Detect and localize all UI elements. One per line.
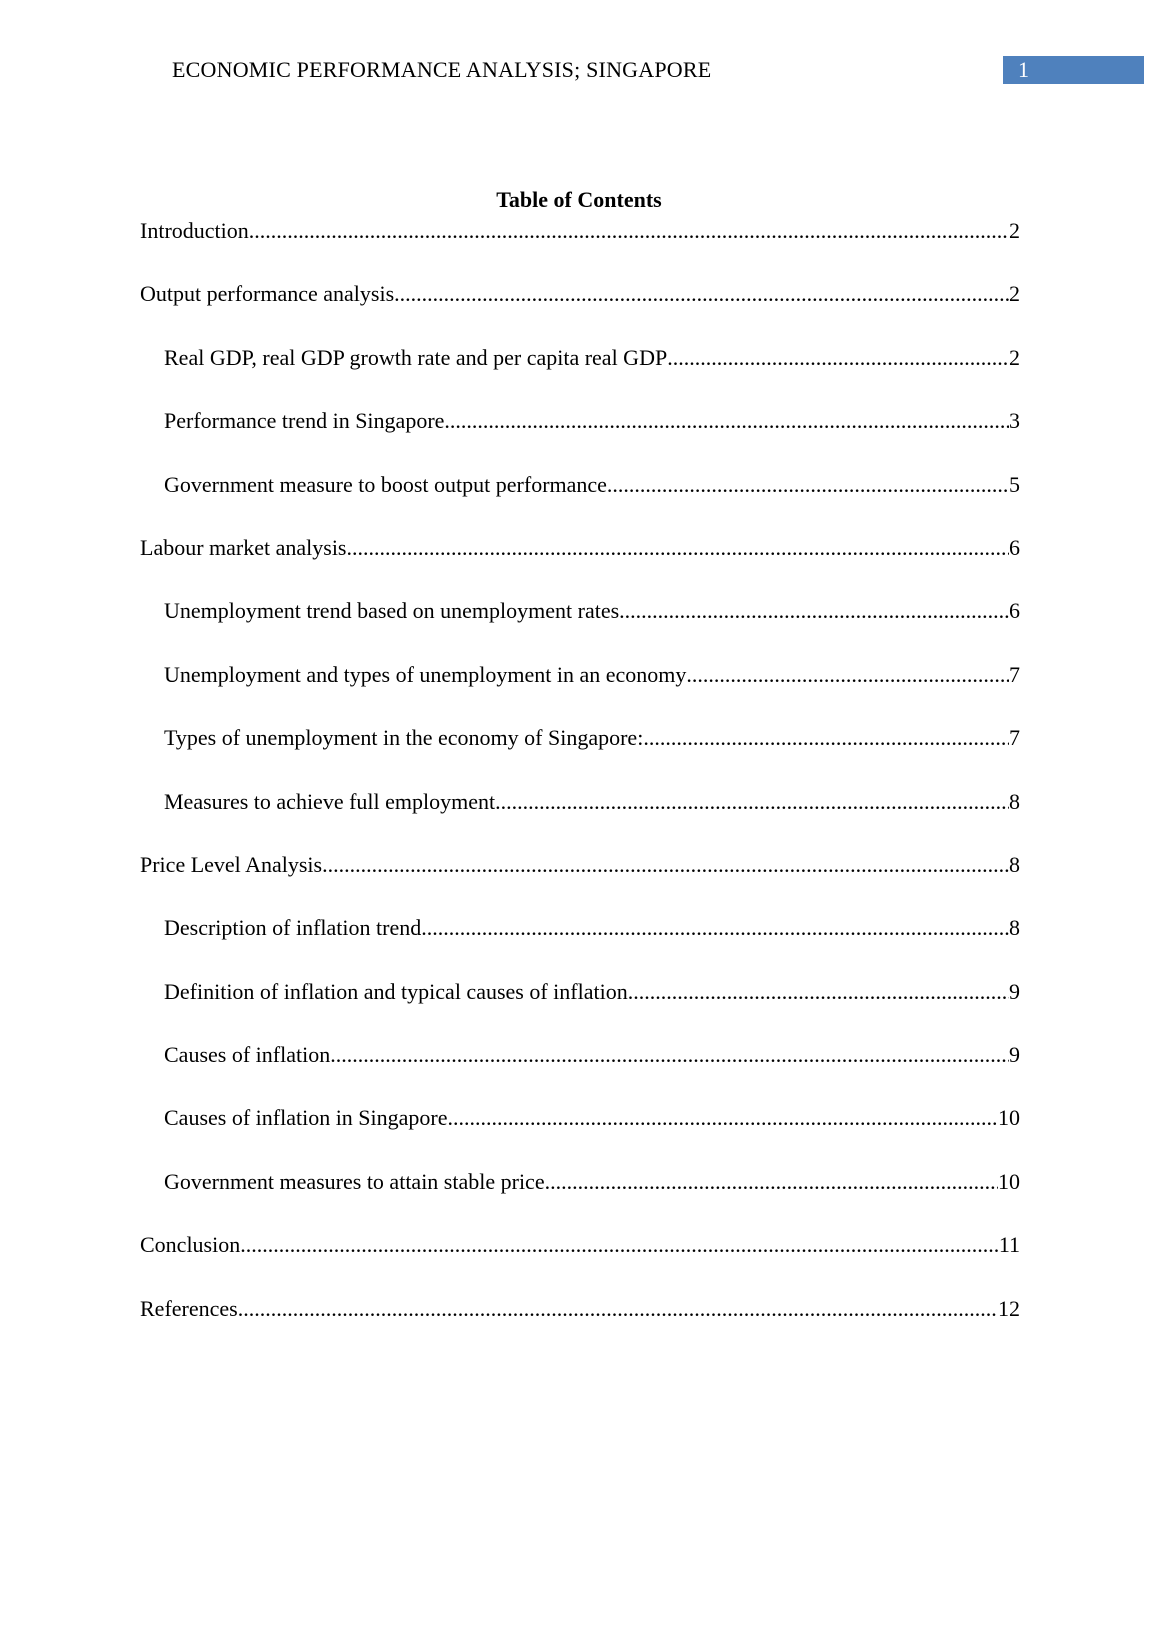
toc-entry-page: 9 <box>1009 1042 1020 1068</box>
toc-entry-causes-of-inflation-singapore[interactable] <box>140 1105 1020 1168</box>
toc-dot-leader <box>238 1296 998 1322</box>
toc-entry-page: 10 <box>998 1168 1020 1194</box>
toc-entry-stable-price-measures[interactable] <box>140 1169 1020 1232</box>
toc-dot-leader <box>495 789 1009 815</box>
toc-dot-leader <box>628 979 1009 1005</box>
toc-entry-text: Price Level Analysis <box>140 851 323 877</box>
toc-entry-page: 3 <box>1009 408 1020 434</box>
toc-entry-text: Government measure to boost output performance <box>164 471 607 497</box>
toc-entry-page: 12 <box>998 1295 1020 1321</box>
toc-entry-text: Types of unemployment in the economy of Singapore: <box>164 725 644 751</box>
toc-entry-page: 11 <box>998 1232 1020 1258</box>
toc-entry-introduction[interactable] <box>140 218 1020 281</box>
toc-entry-text: Real GDP, real GDP growth rate and per capita real GDP <box>164 344 668 370</box>
toc-dot-leader <box>322 852 1009 878</box>
toc-entry-text: Performance trend in Singapore <box>164 408 445 434</box>
toc-dot-leader <box>619 598 1009 624</box>
toc-dot-leader <box>394 281 1009 307</box>
toc-entry-unemployment-types[interactable] <box>140 662 1020 725</box>
toc-entry-references[interactable] <box>140 1296 1020 1359</box>
toc-entry-text: Unemployment trend based on unemployment rates <box>164 598 620 624</box>
toc-entry-output-performance-analysis[interactable] <box>140 281 1020 344</box>
toc-entry-causes-of-inflation[interactable] <box>140 1042 1020 1105</box>
toc-dot-leader <box>607 472 1009 498</box>
toc-entry-text: Causes of inflation <box>164 1042 331 1068</box>
toc-entry-page: 8 <box>1009 915 1020 941</box>
toc-entry-page: 8 <box>1009 851 1020 877</box>
toc-dot-leader <box>686 662 1009 688</box>
toc-dot-leader <box>448 1105 998 1131</box>
toc-entry-text: Introduction <box>140 218 249 243</box>
toc-heading: Table of Contents <box>496 187 662 212</box>
page-number: 1 <box>1018 57 1029 82</box>
toc-dot-leader <box>545 1169 998 1195</box>
toc-entry-performance-trend[interactable] <box>140 408 1020 471</box>
toc-entry-page: 2 <box>1009 344 1020 370</box>
toc-entry-text: Conclusion <box>140 1232 241 1258</box>
toc-entry-page: 8 <box>1009 788 1020 814</box>
toc-dot-leader <box>444 408 1009 434</box>
toc-dot-leader <box>667 345 1009 371</box>
toc-dot-leader <box>347 535 1010 561</box>
toc-entry-page: 6 <box>1009 598 1020 624</box>
toc-dot-leader <box>249 218 1009 244</box>
toc-entry-text: Measures to achieve full employment <box>164 788 496 814</box>
page-number-box <box>1003 56 1144 84</box>
toc-entry-page: 7 <box>1009 661 1020 687</box>
toc-entry-text: Causes of inflation in Singapore <box>164 1105 448 1131</box>
toc-entry-unemployment-types-singapore[interactable] <box>140 725 1020 788</box>
toc-dot-leader <box>240 1232 999 1258</box>
toc-entry-page: 2 <box>1009 218 1020 243</box>
toc-entry-text: Output performance analysis <box>140 281 395 307</box>
toc-entry-page: 10 <box>998 1105 1020 1131</box>
toc-entry-page: 2 <box>1009 281 1020 307</box>
toc-entry-text: Description of inflation trend <box>164 915 422 941</box>
running-header-title: ECONOMIC PERFORMANCE ANALYSIS; SINGAPORE <box>172 57 712 82</box>
toc-entry-government-measure-output[interactable] <box>140 472 1020 535</box>
toc-entry-page: 5 <box>1009 471 1020 497</box>
toc-entry-text: Definition of inflation and typical causes of inflation <box>164 978 628 1004</box>
toc-entry-text: Labour market analysis <box>140 534 347 560</box>
table-of-contents <box>140 218 1020 1359</box>
toc-entry-full-employment-measures[interactable] <box>140 789 1020 852</box>
toc-entry-inflation-definition[interactable] <box>140 979 1020 1042</box>
toc-entry-real-gdp[interactable] <box>140 345 1020 408</box>
toc-dot-leader <box>643 725 1009 751</box>
toc-entry-inflation-trend[interactable] <box>140 915 1020 978</box>
toc-entry-labour-market-analysis[interactable] <box>140 535 1020 598</box>
toc-entry-price-level-analysis[interactable] <box>140 852 1020 915</box>
toc-dot-leader <box>421 915 1009 941</box>
toc-entry-unemployment-trend[interactable] <box>140 598 1020 661</box>
toc-entry-text: Government measures to attain stable price <box>164 1168 545 1194</box>
toc-entry-conclusion[interactable] <box>140 1232 1020 1295</box>
toc-entry-text: Unemployment and types of unemployment in an economy <box>164 661 687 687</box>
toc-entry-page: 7 <box>1009 725 1020 751</box>
toc-dot-leader <box>330 1042 1009 1068</box>
toc-entry-page: 9 <box>1009 978 1020 1004</box>
toc-entry-page: 6 <box>1009 534 1020 560</box>
toc-entry-text: References <box>140 1295 238 1321</box>
